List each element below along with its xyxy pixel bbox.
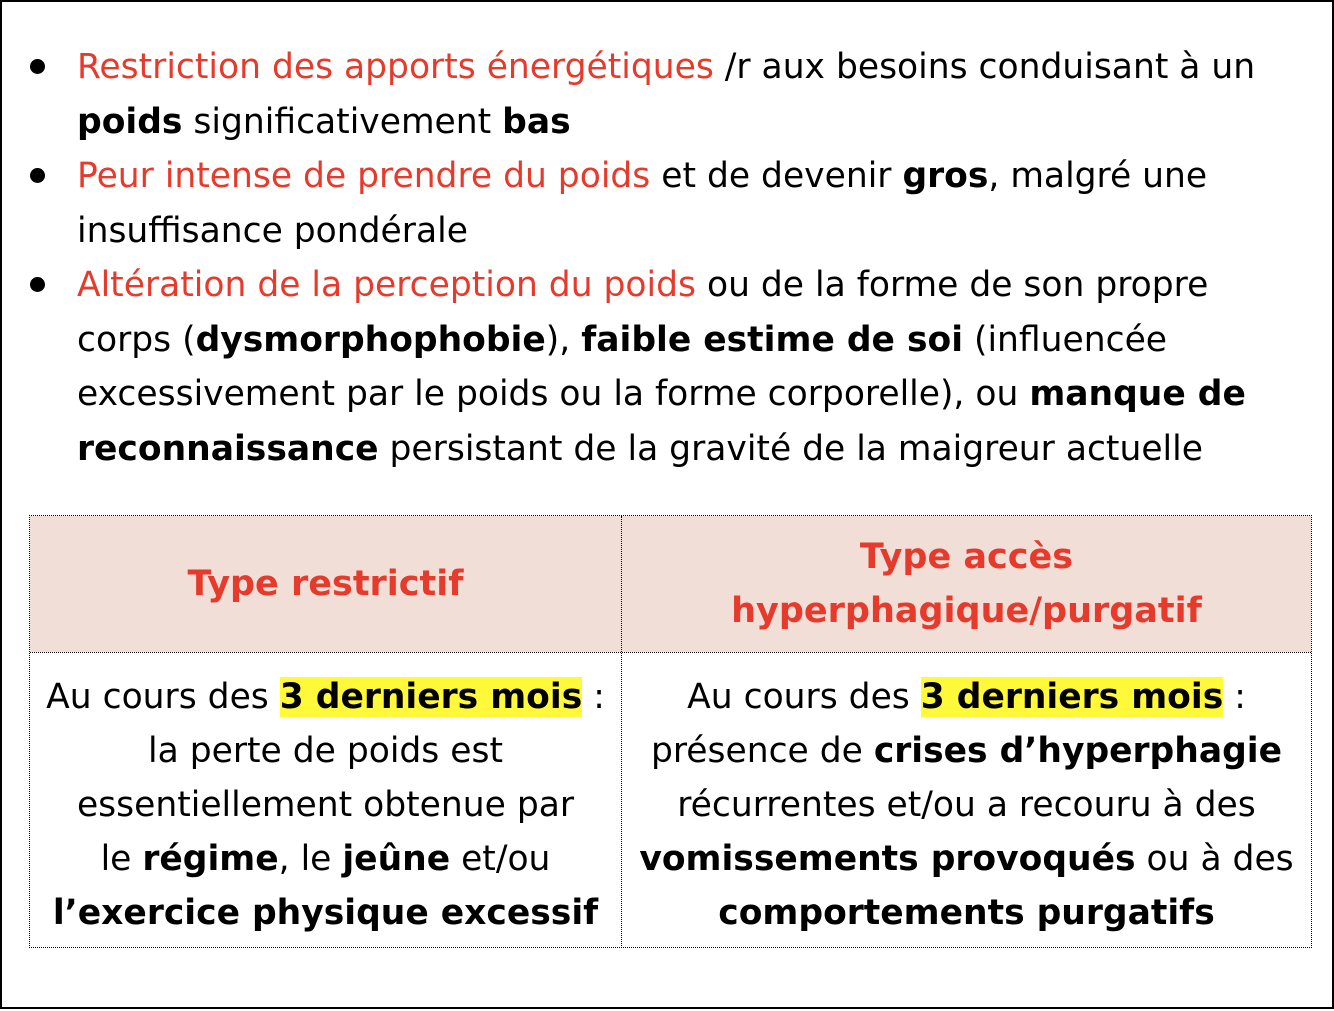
text-segment: et/ou xyxy=(450,839,551,879)
bullet-icon xyxy=(30,277,45,292)
text-segment: corps ( xyxy=(77,319,196,360)
bullet-icon xyxy=(30,168,45,183)
text-segment: la perte de poids est xyxy=(148,731,503,771)
criteria-line xyxy=(77,40,1312,95)
text-segment: récurrentes et/ou a recouru à des xyxy=(677,785,1256,825)
text-segment: /r aux besoins conduisant à un xyxy=(713,47,1256,87)
criteria-line xyxy=(77,95,1312,150)
text-segment: ou de la forme de son propre xyxy=(696,265,1209,305)
text-segment: manque de xyxy=(1029,374,1246,414)
criteria-line xyxy=(77,258,1312,313)
text-segment: essentiellement obtenue par xyxy=(76,785,575,825)
header-binge-purge-line2: hyperphagique/purgatif xyxy=(731,591,1202,631)
cell-line xyxy=(622,670,1311,724)
text-segment: Altération de la perception du poids xyxy=(77,265,696,305)
criteria-item xyxy=(2,40,1312,149)
cell-line xyxy=(622,724,1311,778)
text-segment: significativement xyxy=(182,101,503,142)
text-segment: bas xyxy=(502,101,571,142)
text-segment: jeûne xyxy=(342,839,451,879)
text-segment: présence de xyxy=(650,731,874,771)
text-segment: ou à des xyxy=(1135,839,1294,879)
text-segment: persistant de la gravité de la maigreur actuelle xyxy=(378,428,1203,469)
text-segment: Peur intense de prendre du poids xyxy=(77,156,651,196)
cell-restrictive xyxy=(30,653,621,948)
text-segment: gros xyxy=(902,156,989,196)
header-restrictive-label: Type restrictif xyxy=(187,564,464,604)
cell-line xyxy=(30,724,621,778)
text-segment: ), xyxy=(545,319,582,360)
text-segment: Au cours des xyxy=(46,677,280,717)
text-segment: et de devenir xyxy=(650,156,903,196)
text-segment: le xyxy=(100,839,143,879)
cell-line xyxy=(30,670,621,724)
text-segment: reconnaissance xyxy=(77,428,379,469)
header-binge-purge xyxy=(621,516,1311,652)
text-segment: crises d’hyperphagie xyxy=(873,731,1283,771)
criteria-line xyxy=(77,204,1312,259)
text-segment: poids xyxy=(77,101,183,142)
text-segment: , le xyxy=(278,839,343,879)
text-segment: : xyxy=(1223,677,1246,717)
criteria-line xyxy=(77,422,1312,477)
text-segment: 3 derniers mois xyxy=(920,677,1224,717)
text-segment: (influencée xyxy=(963,319,1168,360)
cell-line xyxy=(622,832,1311,886)
text-segment: excessivement par le poids ou la forme corporelle), ou xyxy=(77,374,1030,414)
criteria-line xyxy=(77,149,1312,204)
text-segment: , malgré une xyxy=(988,156,1208,196)
header-restrictive xyxy=(30,516,621,652)
cell-line xyxy=(622,778,1311,832)
text-segment: régime xyxy=(142,839,279,879)
text-segment: vomissements provoqués xyxy=(639,839,1136,879)
cell-line xyxy=(30,886,621,940)
text-segment: : xyxy=(582,677,605,717)
cell-line xyxy=(30,832,621,886)
text-segment: comportements purgatifs xyxy=(718,893,1215,933)
text-segment: l’exercice physique excessif xyxy=(52,893,599,933)
text-segment: Restriction des apports énergétiques xyxy=(77,47,714,87)
criteria-line xyxy=(77,367,1312,422)
bullet-icon xyxy=(30,59,45,74)
text-segment: faible estime de soi xyxy=(581,319,964,360)
cell-line xyxy=(30,778,621,832)
subtype-table xyxy=(29,515,1312,948)
text-segment: Au cours des xyxy=(687,677,921,717)
cell-line xyxy=(622,886,1311,940)
criteria-line xyxy=(77,313,1312,368)
criteria-item xyxy=(2,149,1312,258)
header-binge-purge-line1: Type accès xyxy=(859,537,1074,577)
criteria-list xyxy=(2,40,1312,476)
cell-binge-purge xyxy=(621,653,1311,948)
text-segment: 3 derniers mois xyxy=(279,677,583,717)
criteria-item xyxy=(2,258,1312,476)
text-segment: insuffisance pondérale xyxy=(77,210,468,251)
text-segment: dysmorphophobie xyxy=(195,319,546,360)
